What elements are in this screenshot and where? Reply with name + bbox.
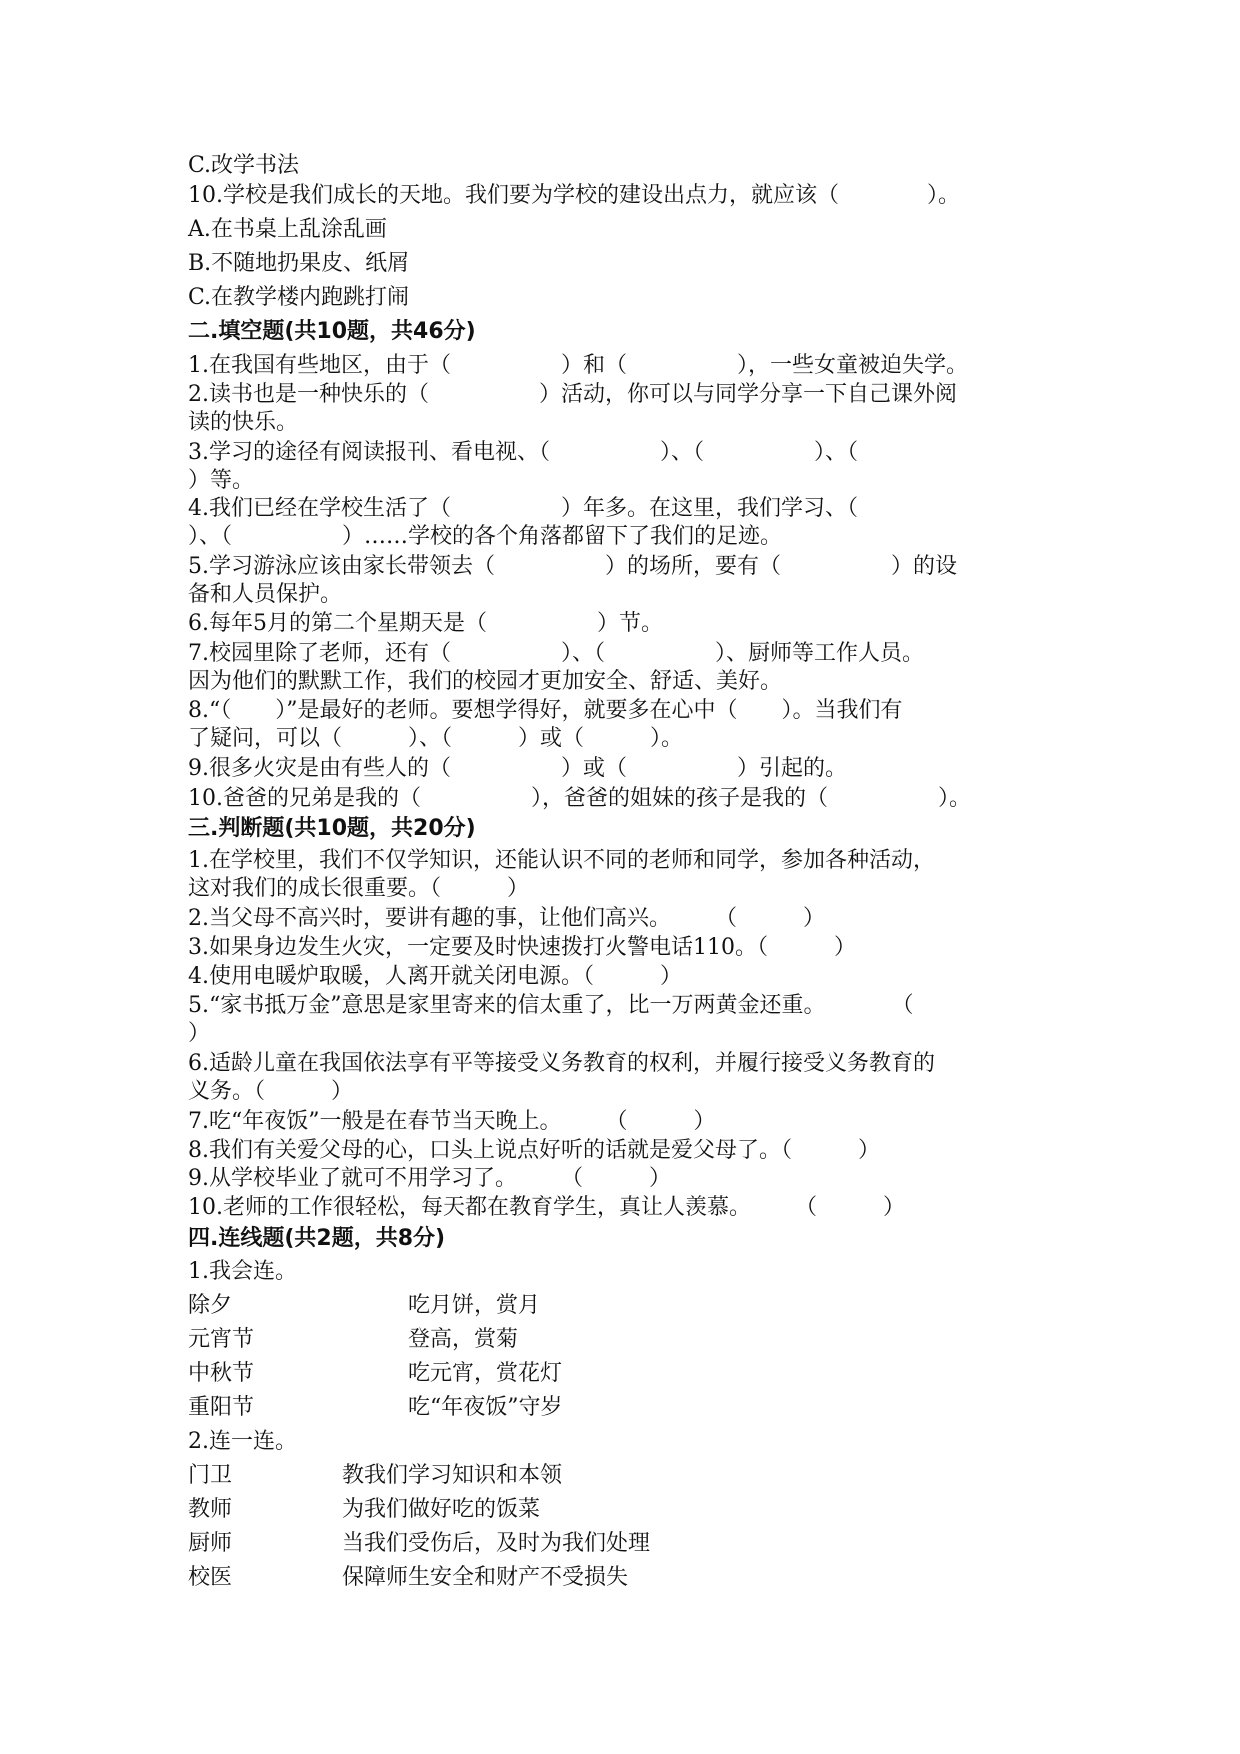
fill-q3-line1: 3.学习的途径有阅读报刊、看电视、（ ）、（ ）、（ <box>188 440 858 465</box>
judge-q7: 7.吃“年夜饭”一般是在春节当天晚上。 （ ） <box>188 1109 716 1134</box>
judge-q10: 10.老师的工作很轻松，每天都在教育学生，真让人羡慕。 （ ） <box>188 1195 905 1220</box>
judge-q6-line2: 义务。（ ） <box>188 1079 354 1104</box>
fill-q9: 9.很多火灾是由有些人的（ ）或（ ）引起的。 <box>188 756 847 781</box>
option-10c: C.在教学楼内跑跳打闹 <box>188 285 410 310</box>
judge-q5-line1: 5.“家书抵万金”意思是家里寄来的信太重了，比一万两黄金还重。 （ <box>188 993 914 1018</box>
fill-q5-line2: 备和人员保护。 <box>188 582 343 607</box>
judge-q3: 3.如果身边发生火灾，一定要及时快速拨打火警电话110。（ ） <box>188 935 856 960</box>
judge-q6-line1: 6.适龄儿童在我国依法享有平等接受义务教育的权利，并履行接受义务教育的 <box>188 1051 935 1076</box>
judge-q2: 2.当父母不高兴时，要讲有趣的事，让他们高兴。 （ ） <box>188 906 825 931</box>
match-q1-row: 重阳节 吃“年夜饭”守岁 <box>188 1395 563 1420</box>
fill-q8-line2: 了疑问，可以（ ）、（ ）或（ ）。 <box>188 726 684 751</box>
fill-q6: 6.每年5月的第二个星期天是（ ）节。 <box>188 611 663 636</box>
match-q2-row: 厨师 当我们受伤后，及时为我们处理 <box>188 1531 651 1556</box>
fill-q2-line1: 2.读书也是一种快乐的（ ）活动，你可以与同学分享一下自己课外阅 <box>188 382 957 407</box>
match-q2-title: 2.连一连。 <box>188 1429 297 1454</box>
option-10b: B.不随地扔果皮、纸屑 <box>188 251 410 276</box>
option-9c: C.改学书法 <box>188 153 300 178</box>
fill-q10: 10.爸爸的兄弟是我的（ ），爸爸的姐妹的孩子是我的（ ）。 <box>188 786 971 811</box>
fill-q2-line2: 读的快乐。 <box>188 410 299 435</box>
match-q2-row: 校医 保障师生安全和财产不受损失 <box>188 1565 629 1590</box>
fill-q1: 1.在我国有些地区，由于（ ）和（ ），一些女童被迫失学。 <box>188 353 968 378</box>
fill-q3-line2: ）等。 <box>188 468 255 493</box>
question-10: 10.学校是我们成长的天地。我们要为学校的建设出点力，就应该（ ）。 <box>188 183 960 208</box>
fill-q5-line1: 5.学习游泳应该由家长带领去（ ）的场所，要有（ ）的设 <box>188 554 957 579</box>
judge-q9: 9.从学校毕业了就可不用学习了。 （ ） <box>188 1166 671 1191</box>
fill-q7-line1: 7.校园里除了老师，还有（ ）、（ ）、厨师等工作人员。 <box>188 641 924 666</box>
judge-q1-line1: 1.在学校里，我们不仅学知识，还能认识不同的老师和同学，参加各种活动， <box>188 848 935 873</box>
match-q2-row: 教师 为我们做好吃的饭菜 <box>188 1497 541 1522</box>
match-q2-row: 门卫 教我们学习知识和本领 <box>188 1463 563 1488</box>
match-q1-title: 1.我会连。 <box>188 1259 297 1284</box>
section-heading-judge: 三.判断题(共10题，共20分) <box>188 816 476 841</box>
judge-q5-line2: ） <box>188 1021 211 1046</box>
match-q1-row: 元宵节 登高，赏菊 <box>188 1327 519 1352</box>
option-10a: A.在书桌上乱涂乱画 <box>188 217 387 242</box>
section-heading-match: 四.连线题(共2题，共8分) <box>188 1226 446 1251</box>
fill-q4-line2: ）、（ ）……学校的各个角落都留下了我们的足迹。 <box>188 524 783 549</box>
section-heading-fill: 二.填空题(共10题，共46分) <box>188 319 476 344</box>
judge-q8: 8.我们有关爱父母的心，口头上说点好听的话就是爱父母了。（ ） <box>188 1138 880 1163</box>
fill-q4-line1: 4.我们已经在学校生活了（ ）年多。在这里，我们学习、（ <box>188 496 858 521</box>
judge-q4: 4.使用电暖炉取暖，人离开就关闭电源。（ ） <box>188 964 682 989</box>
match-q1-row: 中秋节 吃元宵，赏花灯 <box>188 1361 563 1386</box>
fill-q7-line2: 因为他们的默默工作，我们的校园才更加安全、舒适、美好。 <box>188 669 783 694</box>
fill-q8-line1: 8.“（ ）”是最好的老师。要想学得好，就要多在心中（ ）。当我们有 <box>188 698 903 723</box>
match-q1-row: 除夕 吃月饼，赏月 <box>188 1293 541 1318</box>
judge-q1-line2: 这对我们的成长很重要。（ ） <box>188 876 530 901</box>
